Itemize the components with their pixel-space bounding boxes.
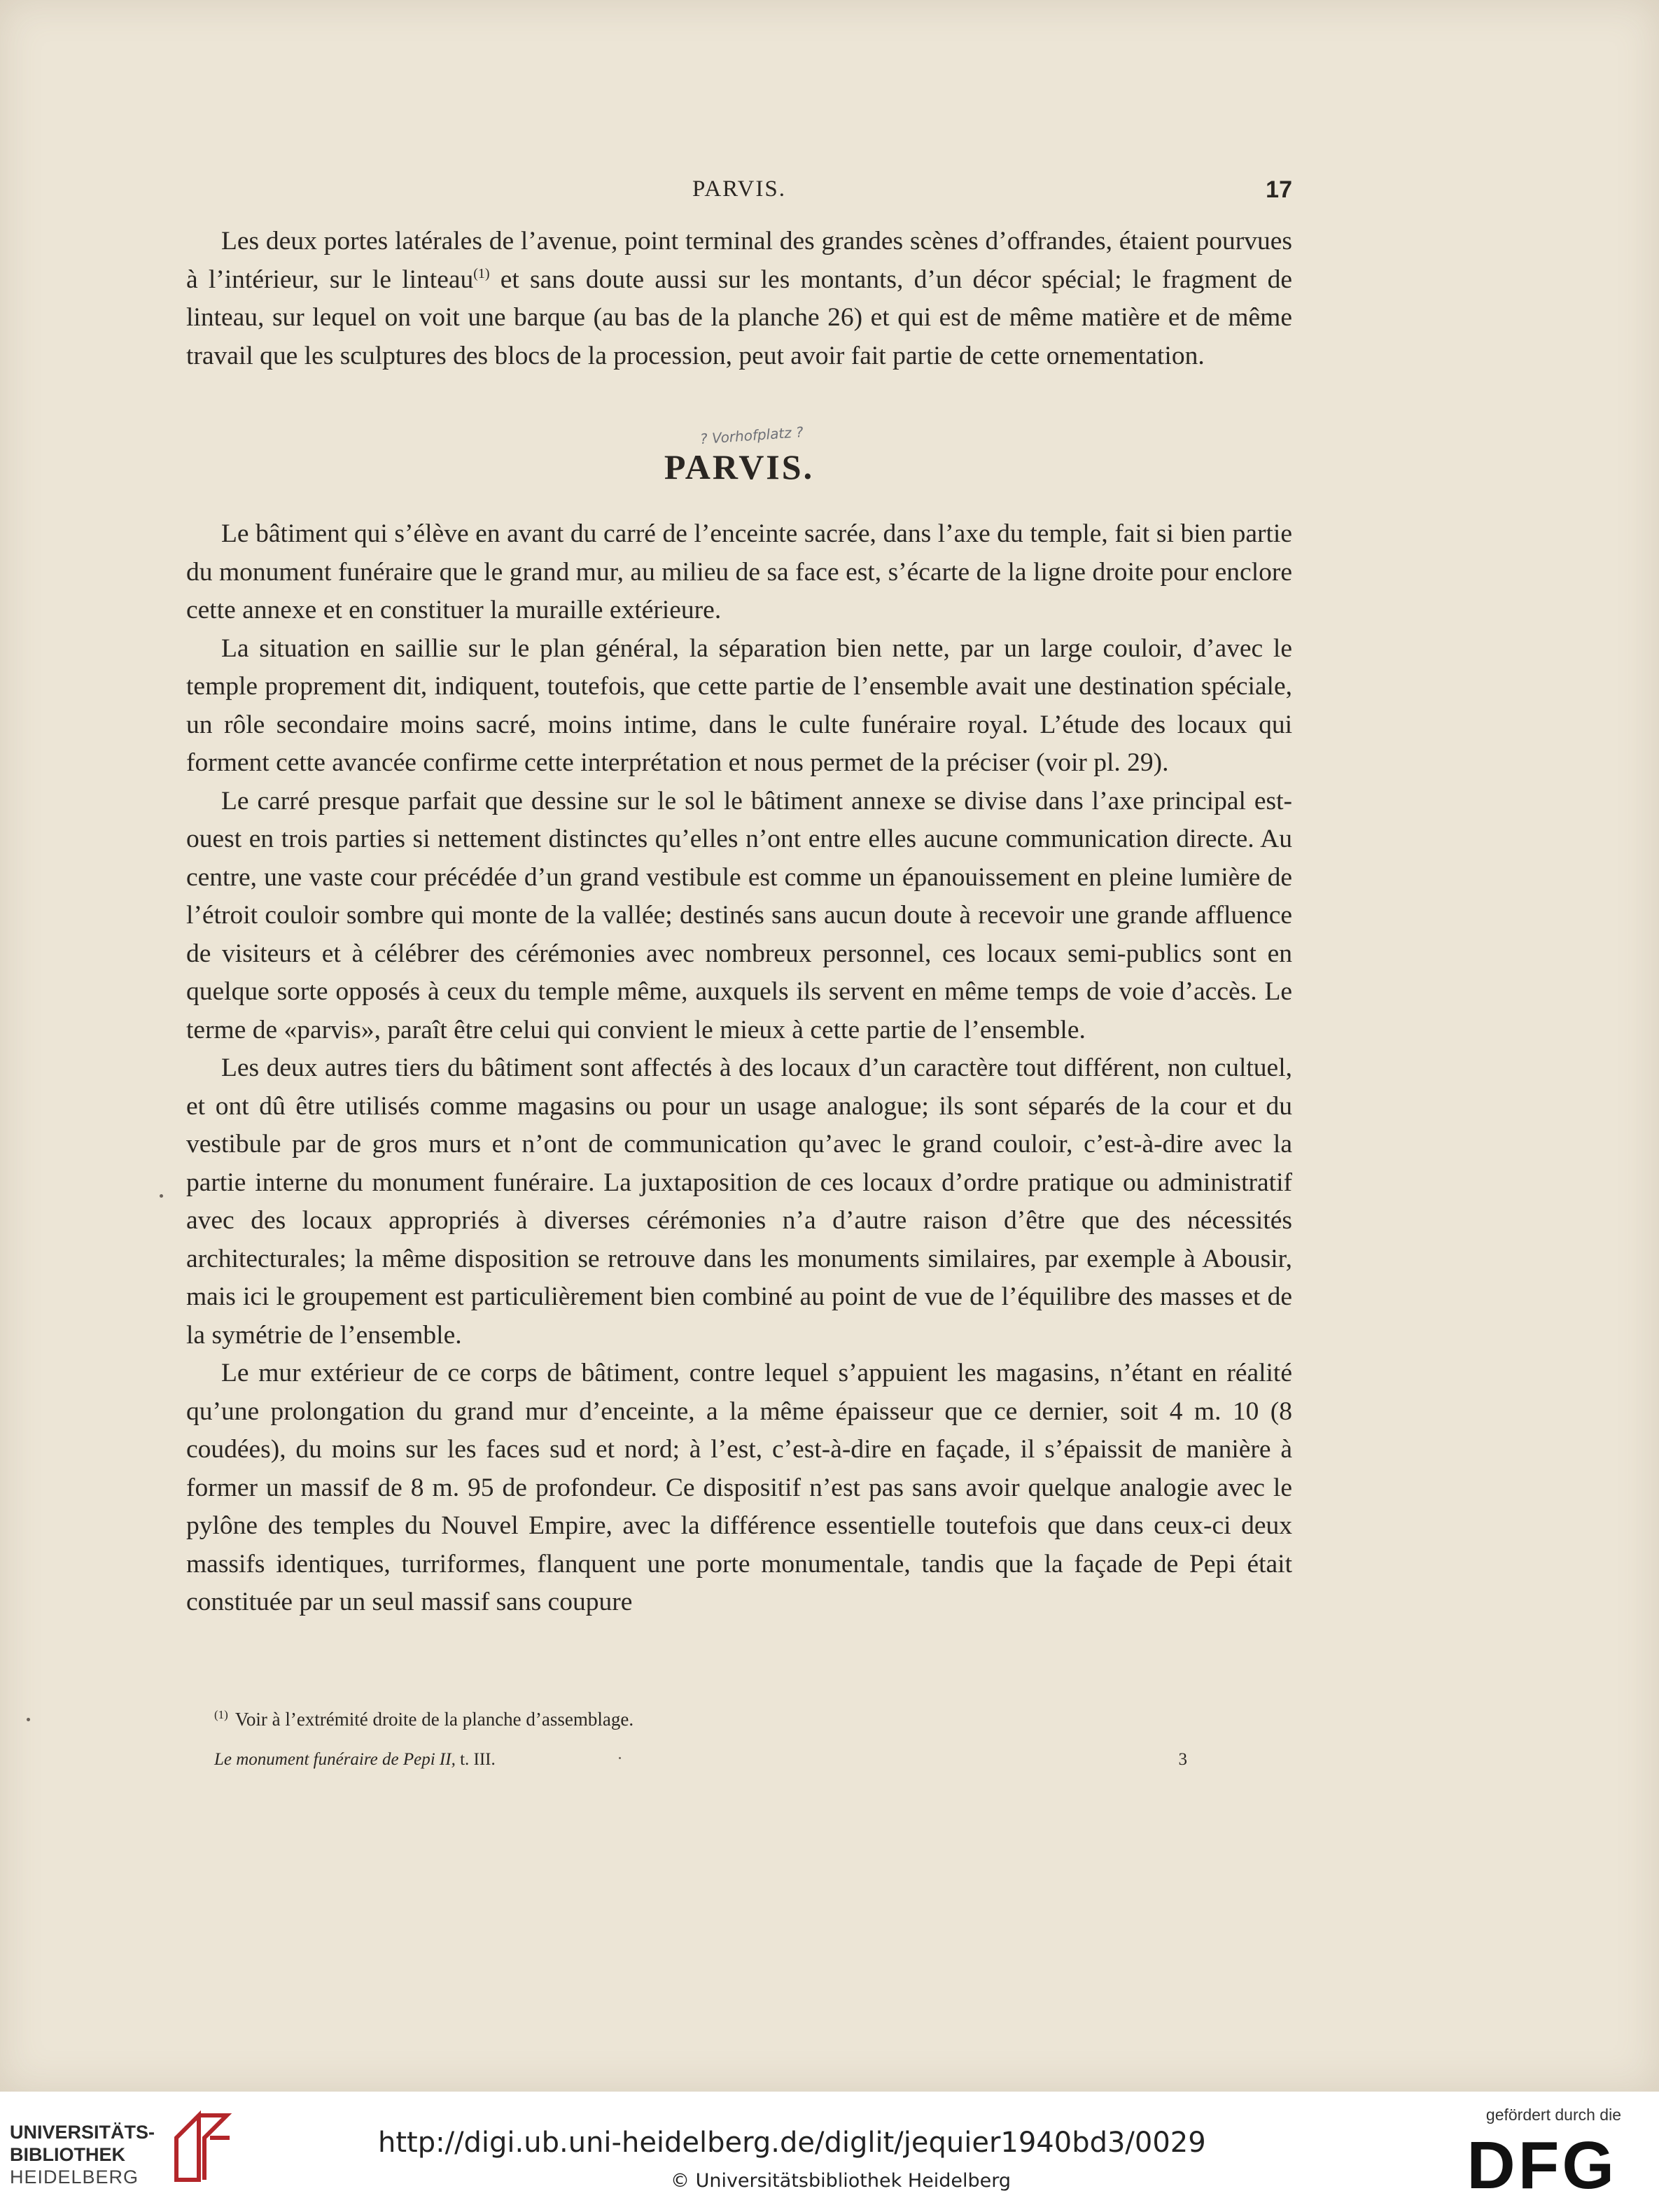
dfg-logo[interactable]: DFG	[1466, 2128, 1617, 2203]
viewer-footer	[0, 2092, 1659, 2212]
paragraph-text: Les deux portes latérales de l’avenue, point terminal des grandes scènes d’offrandes, étaient pourvues à l’intérieur, sur le linteau	[186, 227, 1292, 294]
paragraph: Le carré presque parfait que dessine sur le sol le bâtiment annexe se divise dans l’axe principal est-ouest en trois parties si nettement distinctes qu’elles n’ont entre elles aucune communication directe. Au centre, une vaste cour précédée d’un grand vestibule est comme un épanouissement en pleine lumière de l’étroit couloir sombre qui monte de la vallée; destinés sans aucun doute à recevoir une grande affluence de visiteurs et à célébrer des cérémonies avec nombreux personnel, ces locaux semi-publics sont en quelque sorte opposés à ceux du temple même, auxquels ils servent en même temps de voie d’accès. Le terme de «parvis», paraît être celui qui convient le mieux à cette partie de l’ensemble.	[186, 786, 1292, 1044]
text-block-main	[186, 515, 1292, 1622]
paragraph	[186, 223, 1292, 375]
funding-label: gefördert durch die	[1485, 2106, 1621, 2124]
signature-mark: 3	[1178, 1750, 1187, 1769]
paragraph: Le bâtiment qui s’élève en avant du carré de l’enceinte sacrée, dans l’axe du temple, fait si bien partie du monument funéraire que le grand mur, au milieu de sa face est, s’écarte de la ligne droite pour enclore cette annexe et en constituer la muraille extérieure.	[186, 519, 1292, 624]
page-number: 17	[1266, 176, 1292, 203]
library-logo[interactable]	[10, 2121, 155, 2188]
library-name-line: HEIDELBERG	[10, 2166, 139, 2188]
paragraph-text: et sans doute aussi sur les montants, d’un décor spécial; le fragment de linteau, sur lequel on voit une barque (au bas de la planche 26) et qui est de même matière et de même travail que les sculptures des blocs de la procession, peut avoir fait partie de cette ornementation.	[186, 265, 1292, 370]
paper-speck	[619, 1757, 621, 1759]
footnote-text: Voir à l’extrémité droite de la planche d’assemblage.	[234, 1709, 634, 1730]
library-name-line: BIBLIOTHEK	[10, 2144, 125, 2165]
library-name-line: UNIVERSITÄTS-	[10, 2122, 155, 2143]
permalink-url[interactable]: http://digi.ub.uni-heidelberg.de/diglit/jequier1940bd3/0029	[378, 2127, 1206, 2159]
imprint-volume: t. III.	[455, 1750, 496, 1769]
paragraph: La situation en saillie sur le plan général, la séparation bien nette, par un large couloir, d’avec le temple proprement dit, indiquent, toutefois, que cette partie de l’ensemble avait une destination spéciale, un rôle secondaire moins sacré, moins intime, dans le culte funéraire royal. L’étude des locaux qui forment cette avancée confirme cette interprétation et nous permet de la préciser (voir pl. 29).	[186, 634, 1292, 777]
footnote-marker: (1)	[214, 1708, 228, 1721]
text-block-top	[186, 223, 1292, 375]
running-head	[186, 176, 1292, 211]
paragraph: Les deux autres tiers du bâtiment sont affectés à des locaux d’un caractère tout différent, non cultuel, et ont dû être utilisés comme magasins ou pour un usage analogue; ils sont séparés de la cour et du vestibule par de gros murs et n’ont de communication qu’avec le grand couloir, c’est-à-dire avec la partie interne du monument funéraire. La juxtaposition de ces locaux d’ordre pratique ou administratif avec des locaux appropriés à diverses cérémonies n’a d’autre raison d’être que des nécessités architecturales; la même disposition se retrouve dans les monuments similaires, par exemple à Abousir, mais ici le groupement est particulièrement bien combiné au point de vue de l’équilibre des masses et de la symétrie de l’ensemble.	[186, 1054, 1292, 1350]
library-emblem-icon	[168, 2110, 235, 2187]
imprint-work-title: Le monument funéraire de Pepi II,	[214, 1750, 456, 1769]
section-heading: PARVIS.	[664, 447, 815, 486]
imprint-line	[214, 1750, 1187, 1778]
paper-speck	[27, 1718, 30, 1721]
paragraph: Le mur extérieur de ce corps de bâtiment, contre lequel s’appuient les magasins, n’étant en réalité qu’une prolongation du grand mur d’enceinte, a la même épaisseur que ce dernier, soit 4 m. 10 (8 coudées), du moins sur les faces sud et nord; à l’est, c’est-à-dire en façade, il s’épaissit de manière à former un massif de 8 m. 95 de profondeur. Ce dispositif n’est pas sans avoir quelque analogie avec le pylône des temples du Nouvel Empire, avec la différence essentielle toutefois que dans ceux-ci deux massifs identiques, turriformes, flanquent une porte monumentale, tandis que la façade de Pepi était constituée par un seul massif sans coupure	[186, 1359, 1292, 1616]
copyright-notice: © Universitätsbibliothek Heidelberg	[671, 2170, 1011, 2192]
footnote-reference[interactable]: (1)	[473, 265, 490, 281]
running-title: PARVIS.	[692, 176, 786, 202]
footnote	[214, 1708, 634, 1730]
handwritten-annotation: ? Vorhofplatz ?	[699, 423, 804, 448]
paper-speck	[160, 1194, 163, 1198]
